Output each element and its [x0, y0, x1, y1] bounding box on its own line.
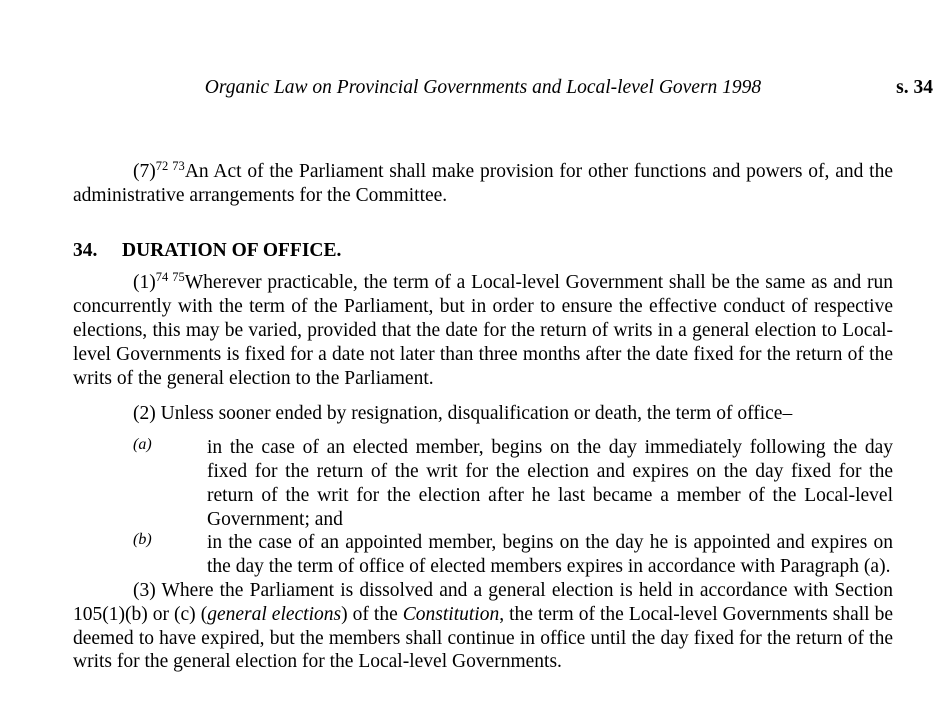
list-item-a-marker: (a) [133, 436, 152, 454]
paragraph-3-text-mid: ) of the [341, 603, 403, 625]
paragraph-1 [73, 271, 893, 390]
list-item-b-marker: (b) [133, 531, 152, 549]
document-body [73, 160, 893, 674]
section-heading-number: 34. [73, 239, 98, 261]
paragraph-2-intro: (2) Unless sooner ended by resignation, disqualification or death, the term of office– [133, 403, 793, 425]
footnote-refs-74-75: 74 75 [155, 270, 185, 285]
paragraph-1-number: (1) [133, 272, 156, 294]
section-heading-title: DURATION OF OFFICE. [122, 239, 342, 261]
paragraph-7 [73, 160, 893, 208]
paragraph-3 [73, 579, 893, 674]
list-item-b [73, 531, 893, 579]
section-reference: s. 34 [896, 77, 933, 98]
text-column [73, 0, 933, 674]
list-item-a [73, 436, 893, 531]
document-title: Organic Law on Provincial Governments and Local-level Govern 1998 [204, 77, 762, 98]
paragraph-3-text-post: , the term of the Local-level Governments shall be deemed to have expired, but the members shall continue in office until the day fixed for the return of the writs for the general election for the Local-level Governments. [73, 603, 894, 673]
section-heading-34 [73, 239, 893, 263]
running-header [73, 76, 933, 100]
list-item-a-text: in the case of an elected member, begins on the day immediately following the day fixed for the return of the writ for the election and expires on the day fixed for the return of the writ for the election after he last became a member of the Local-level Government; and [207, 437, 893, 530]
paragraph-7-number: (7) [133, 161, 156, 182]
paragraph-7-text: An Act of the Parliament shall make provision for other functions and powers of, and the administrative arrangements for the Committee. [73, 161, 894, 206]
paragraph-3-italic-constitution: Constitution [402, 603, 500, 625]
paragraph-1-text: Wherever practicable, the term of a Local-level Government shall be the same as and run concurrently with the term of the Parliament, but in order to ensure the effective conduct of respective elections, this may be varied, provided that the date for the return of writs in a general election to Local-level Governments is fixed for a date not later than three months after the date fixed for the return of the writs of the general election to the Parliament. [73, 272, 894, 389]
footnote-refs-72-73: 72 73 [155, 159, 185, 173]
paragraph-3-text-pre: (3) Where the Parliament is dissolved and a general election is held in accordance with Section 105(1)(b) or (c) ( [73, 579, 893, 625]
subparagraph-list [73, 436, 893, 579]
list-item-b-text: in the case of an appointed member, begins on the day he is appointed and expires on the day the term of office of elected members expires in accordance with Paragraph (a). [207, 532, 893, 578]
paragraph-3-italic-general-elections: general elections [207, 603, 342, 625]
